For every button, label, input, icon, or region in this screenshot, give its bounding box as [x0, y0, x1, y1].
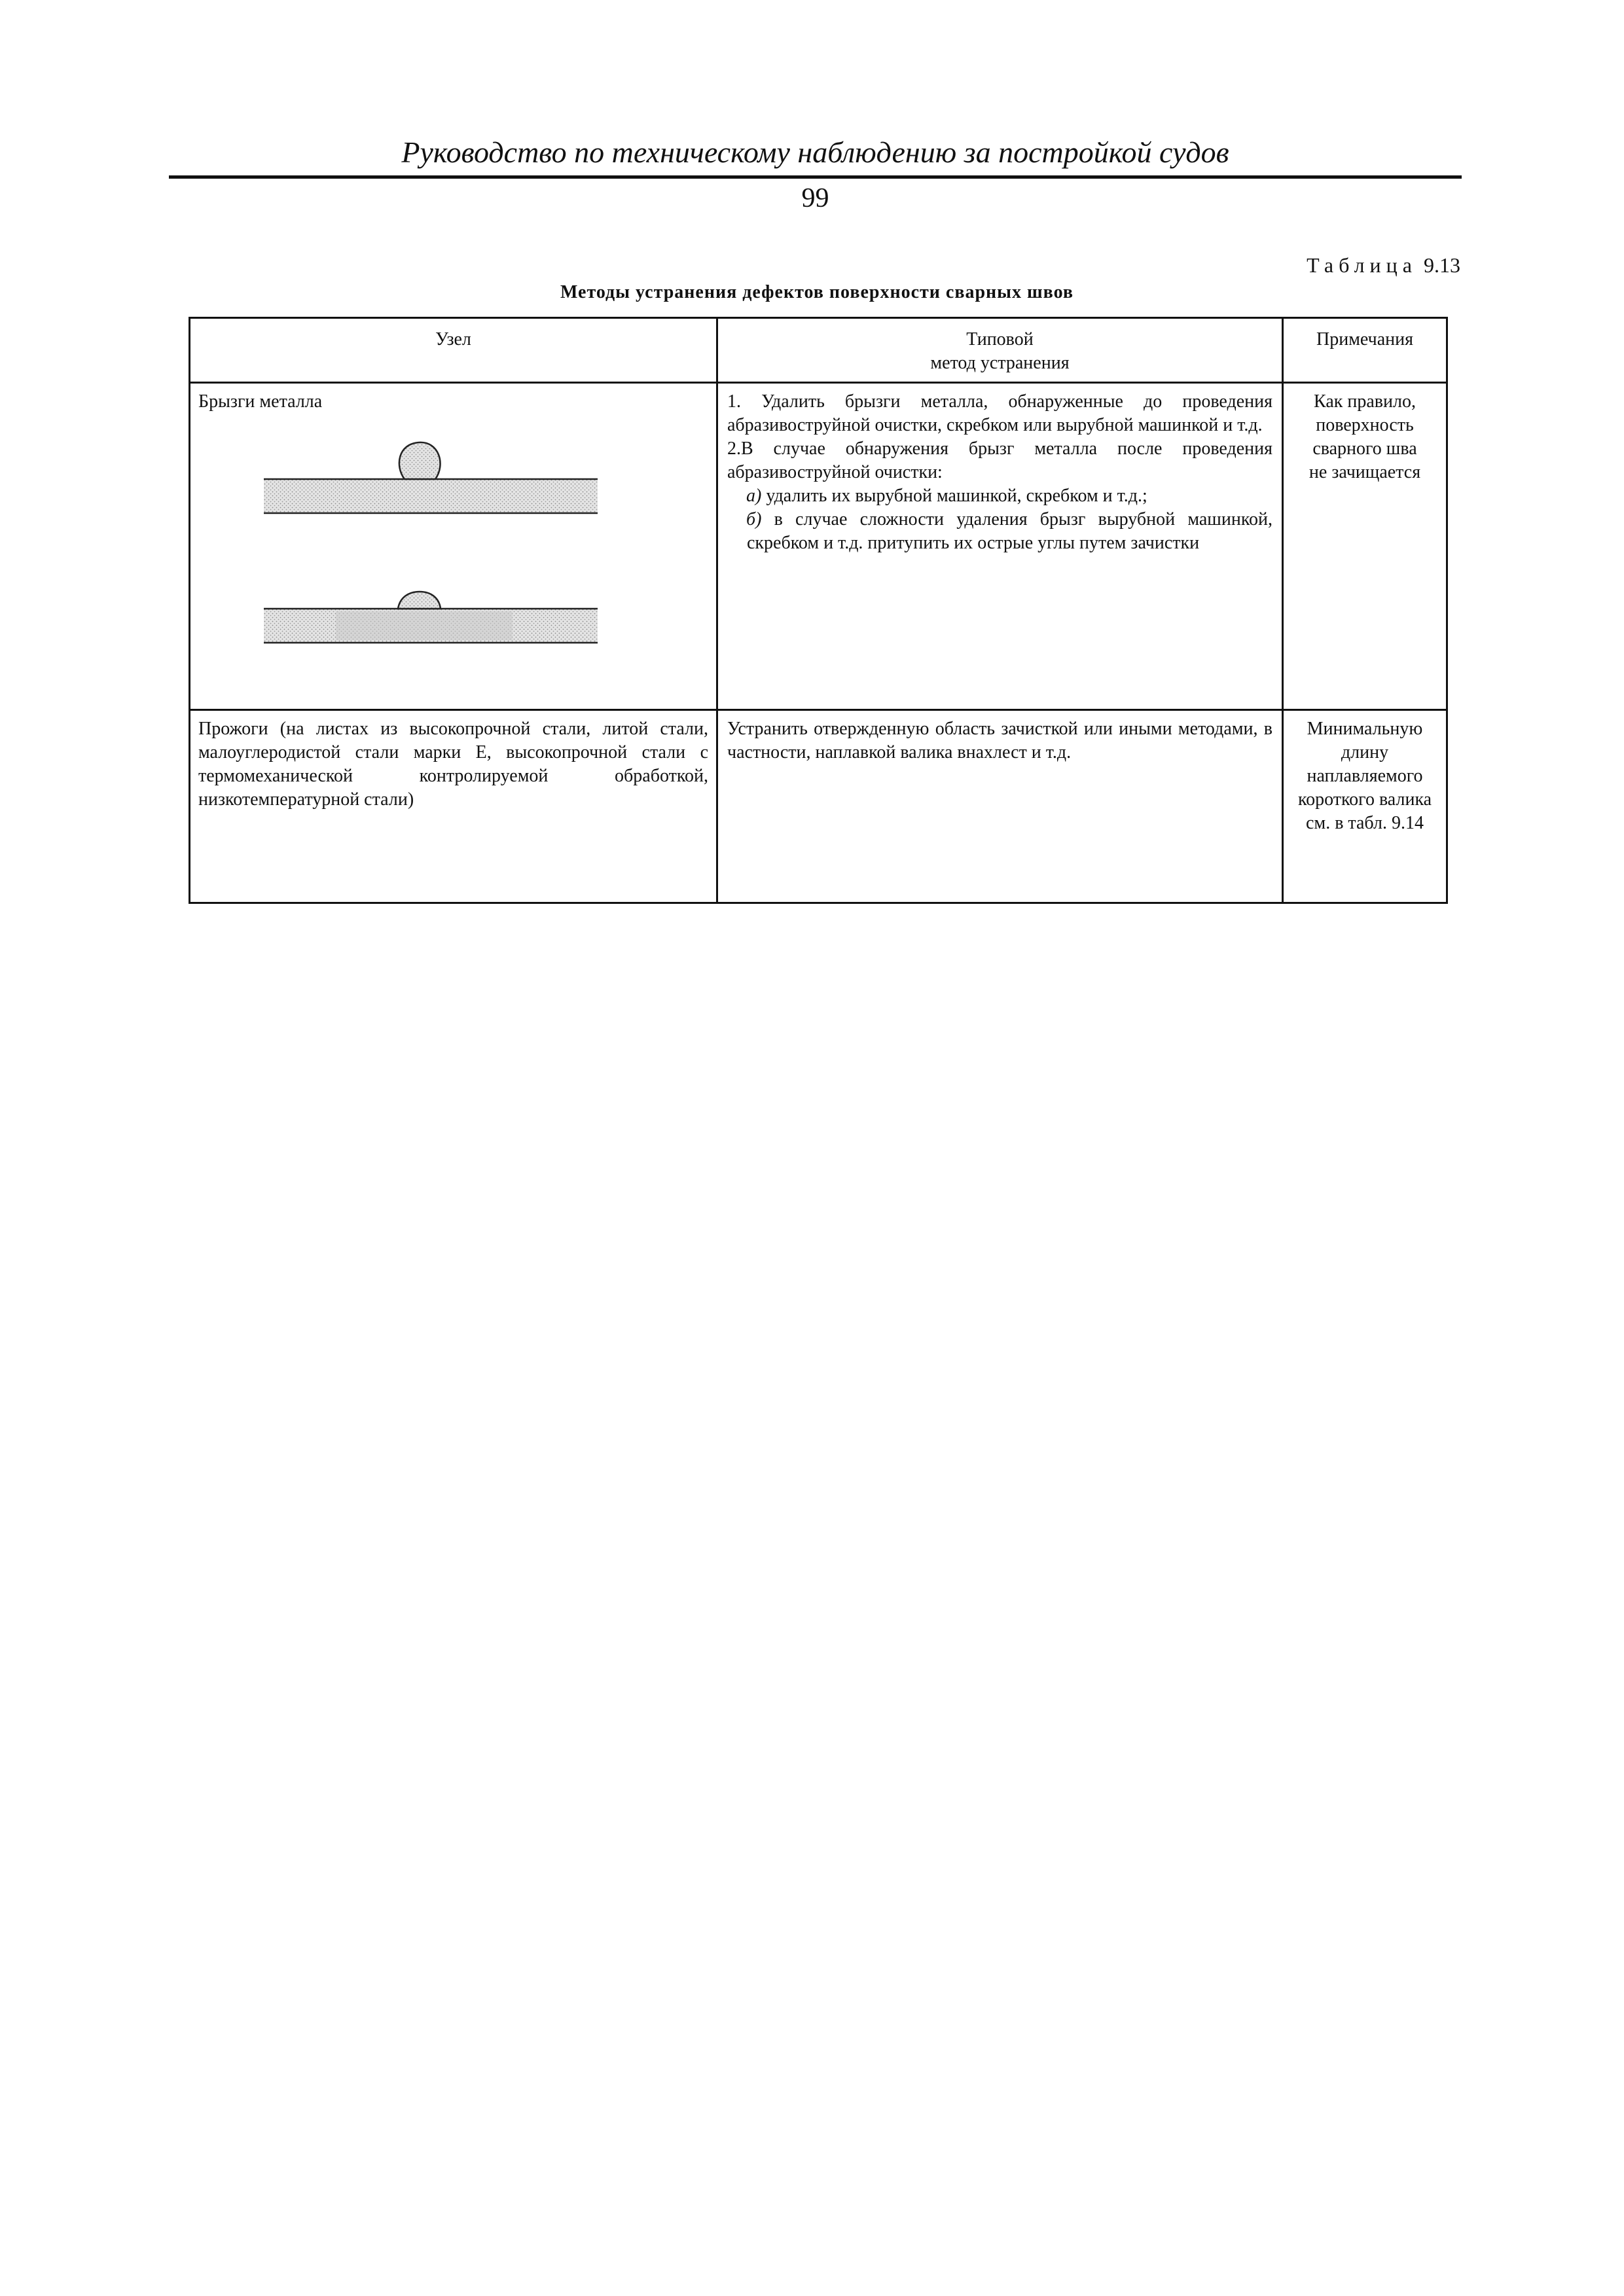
note-line: не зачищается	[1308, 462, 1421, 482]
table-label	[1307, 252, 1460, 278]
page-number: 99	[801, 183, 829, 213]
column-header-method-line1: Типовой	[966, 329, 1034, 350]
table-row	[190, 383, 1447, 710]
note-line: длину	[1341, 742, 1389, 762]
node-cell	[190, 383, 717, 710]
method-cell	[717, 710, 1283, 903]
node-text: Прожоги (на листах из высокопрочной стали, литой стали, малоуглеродистой стали марки Е, высокопрочной стали с термомеханической контролируемой обработкой, низкотемпературной стали)	[198, 719, 708, 810]
note-line: поверхность	[1316, 415, 1414, 435]
method-step-2: 2.В случае обнаружения брызг металла после проведения абразивоструйной очистки:	[727, 439, 1272, 482]
column-header-notes: Примечания	[1283, 318, 1447, 383]
defects-table	[189, 317, 1448, 904]
method-substep-b: б) в случае сложности удаления брызг вырубной машинкой, скребком и т.д. притупить их острые углы путем зачистки	[746, 509, 1272, 553]
method-cell	[717, 383, 1283, 710]
node-cell	[190, 710, 717, 903]
running-head: Руководство по техническому наблюдению за постройкой судов	[401, 135, 1229, 169]
spatter-diagram	[264, 440, 604, 662]
table-header-row	[190, 318, 1447, 383]
node-text: Брызги металла	[198, 391, 323, 412]
table-label-word: Таблица	[1307, 253, 1417, 277]
note-line: наплавляемого	[1307, 766, 1423, 786]
spatter-flattened-figure	[264, 592, 598, 643]
method-substep-a: а) удалить их вырубной машинкой, скребком и т.д.;	[746, 486, 1147, 506]
column-header-node: Узел	[190, 318, 717, 383]
notes-cell	[1283, 710, 1447, 903]
note-line: Минимальную	[1307, 719, 1423, 739]
column-header-method	[717, 318, 1283, 383]
table-row	[190, 710, 1447, 903]
method-step-1: 1. Удалить брызги металла, обнаруженные до проведения абразивоструйной очистки, скребком или вырубной машинкой и т.д.	[727, 391, 1272, 435]
note-line: короткого валика	[1297, 789, 1432, 810]
note-line: Как правило,	[1314, 391, 1416, 412]
header-rule	[169, 175, 1462, 179]
notes-cell	[1283, 383, 1447, 710]
note-line: см. в табл. 9.14	[1306, 813, 1424, 833]
method-text: Устранить отвержденную область зачисткой или иными методами, в частности, наплавкой валика внахлест и т.д.	[727, 719, 1272, 762]
column-header-method-line2: метод устранения	[930, 353, 1070, 373]
spatter-globule-figure	[264, 442, 598, 513]
table-label-number: 9.13	[1424, 253, 1460, 277]
table-title: Методы устранения дефектов поверхности сварных швов	[560, 282, 1074, 302]
note-line: сварного шва	[1312, 439, 1417, 459]
